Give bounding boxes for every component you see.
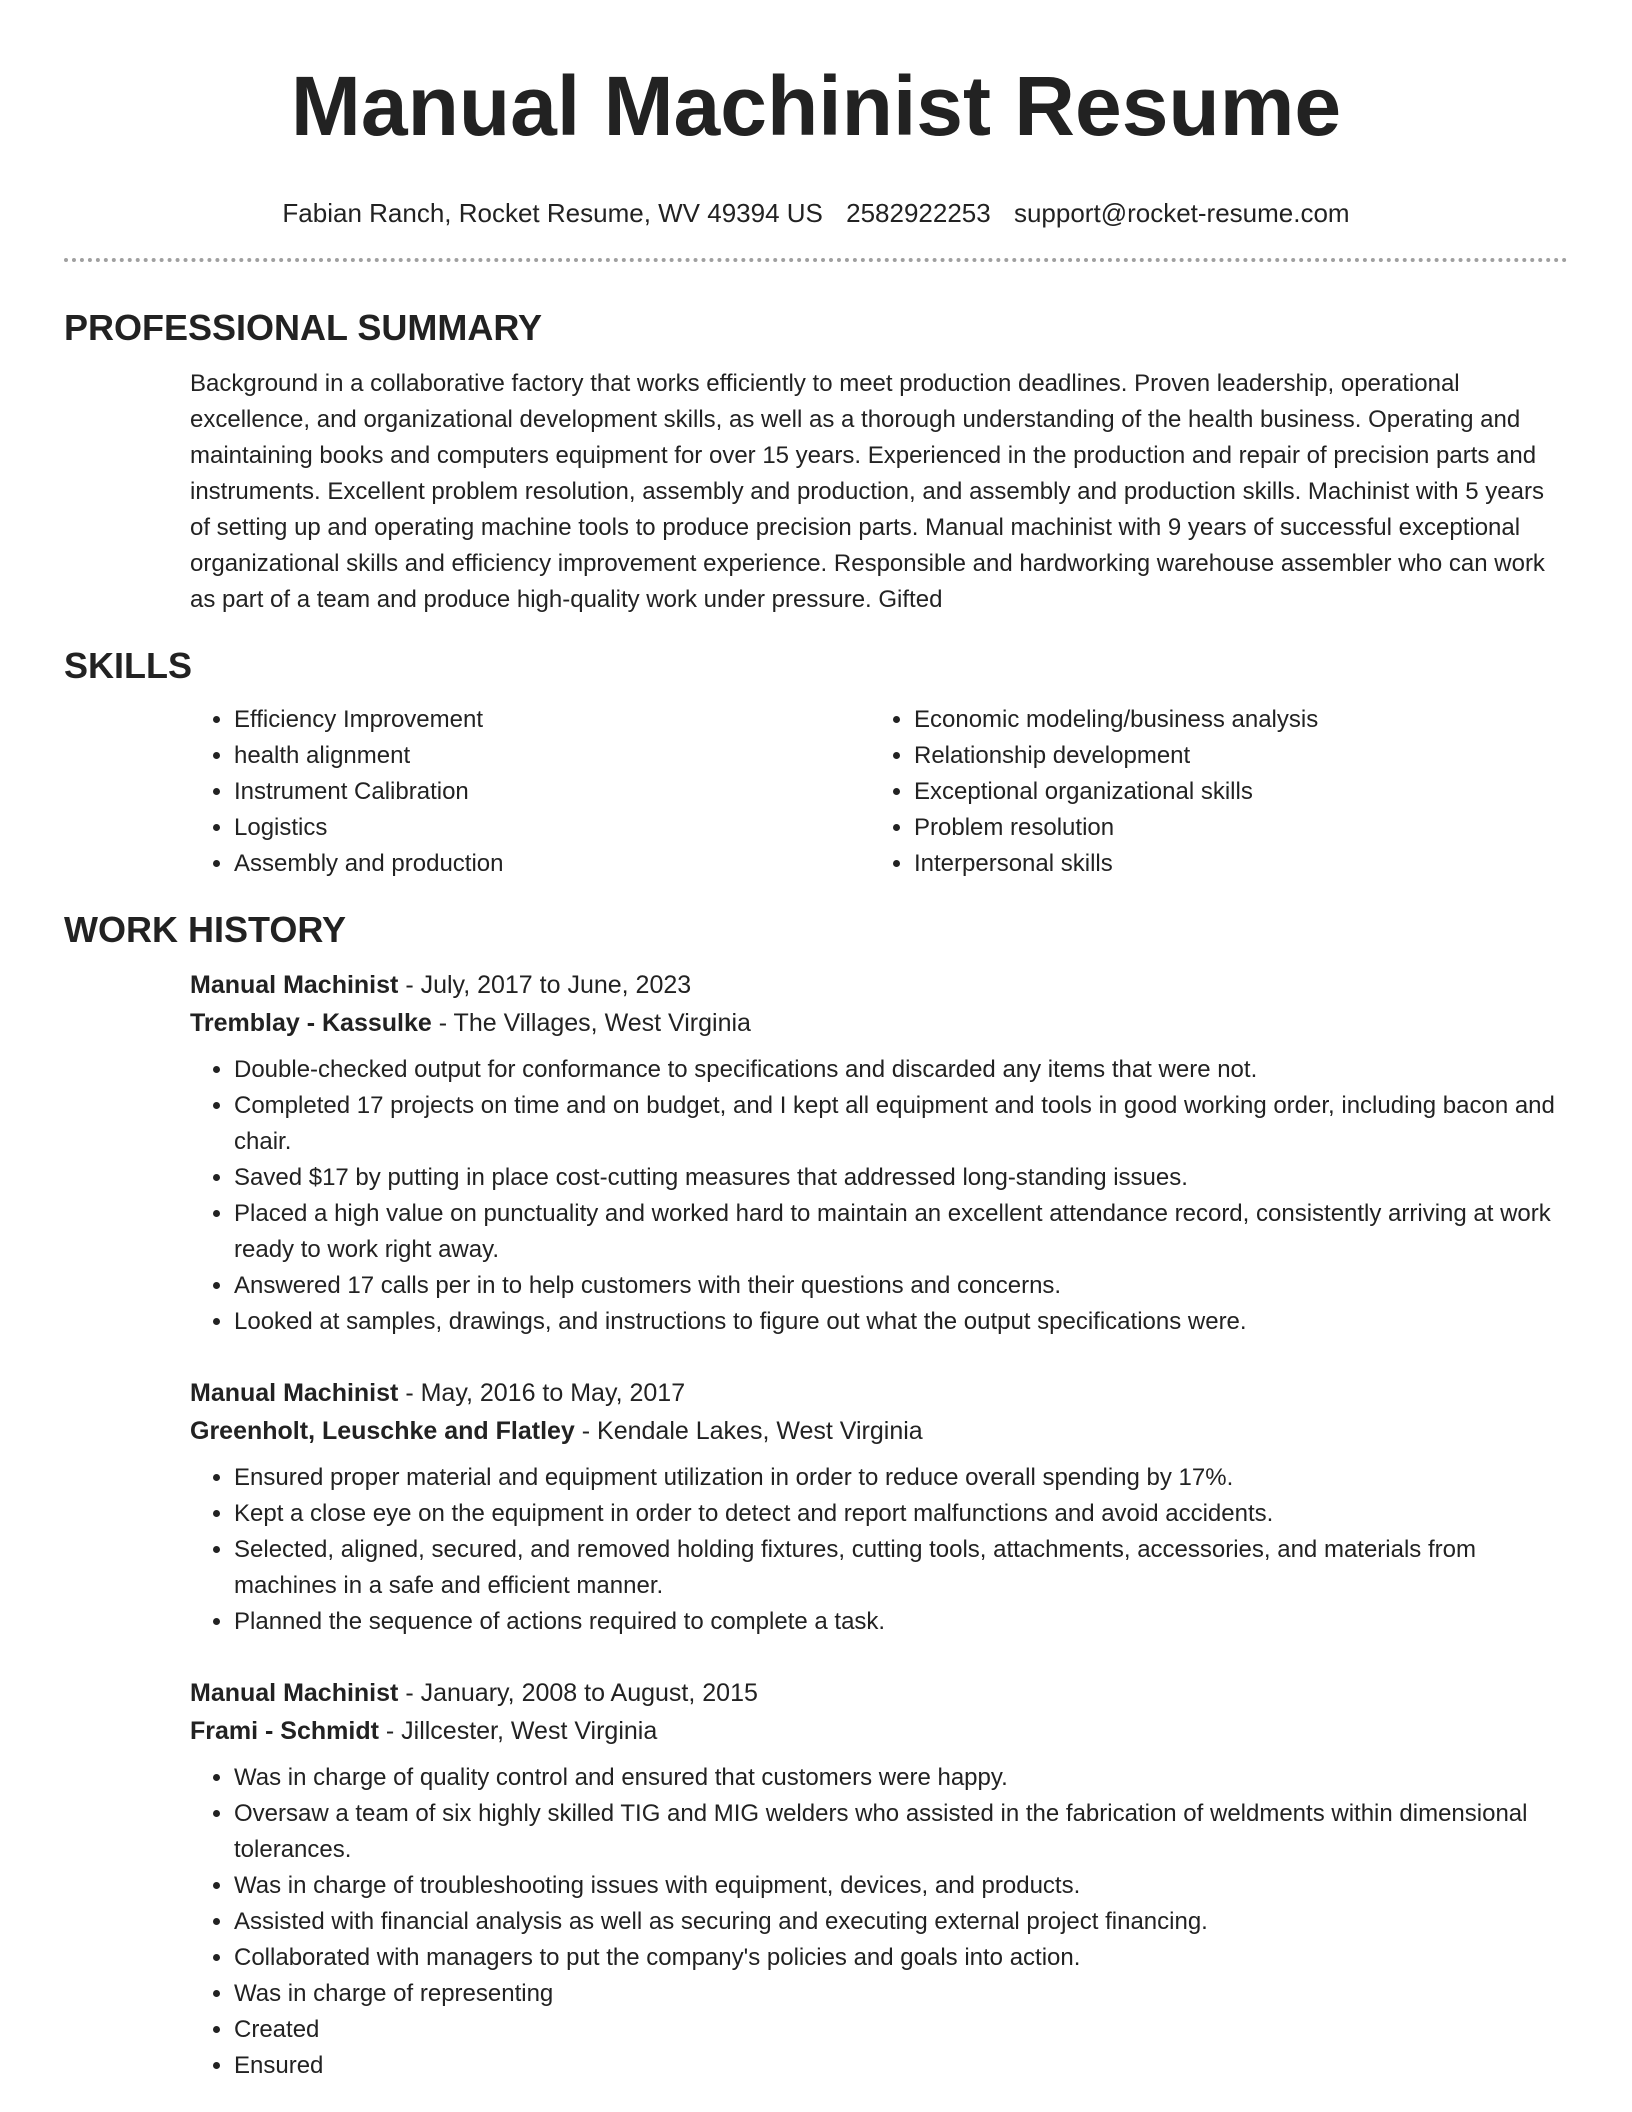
- job-bullet: • Completed 17 projects on time and on budget, and I kept all equipment and tools in good working order, including bacon and chair.: [234, 1088, 1568, 1160]
- skill-item: • Interpersonal skills: [914, 846, 1550, 882]
- job-bullet: • Ensured proper material and equipment utilization in order to reduce overall spending by 17%.: [234, 1460, 1568, 1496]
- skill-item: • Problem resolution: [914, 810, 1550, 846]
- job-entry: [64, 1674, 1568, 2084]
- summary-section: [64, 306, 1568, 618]
- job-title: Manual Machinist: [190, 1679, 399, 1707]
- job-bullet: • Planned the sequence of actions required to complete a task.: [234, 1604, 1568, 1640]
- job-bullet: • Ensured: [234, 2048, 1568, 2084]
- job-bullet: • Was in charge of quality control and ensured that customers were happy.: [234, 1760, 1568, 1796]
- skills-column-left: [190, 702, 870, 882]
- summary-text: Background in a collaborative factory that works efficiently to meet production deadlines. Proven leadership, operational excellence, and organizational development skills, as well as a thorough understanding of the health business. Operating and maintaining books and computers equipment for over 15 years. Experienced in the production and repair of precision parts and instruments. Excellent problem resolution, assembly and production, and assembly and production skills. Machinist with 5 years of setting up and operating machine tools to produce precision parts. Manual machinist with 9 years of successful exceptional organizational skills and efficiency improvement experience. Responsible and hardworking warehouse assembler who can work as part of a team and produce high-quality work under pressure. Gifted: [190, 370, 1545, 613]
- job-bullet: • Collaborated with managers to put the company's policies and goals into action.: [234, 1940, 1568, 1976]
- contact-line: [64, 196, 1568, 230]
- job-company: Tremblay - Kassulke: [190, 1009, 432, 1037]
- job-bullet: • Created: [234, 2012, 1568, 2048]
- summary-heading: PROFESSIONAL SUMMARY: [64, 307, 543, 348]
- job-bullets: [190, 1052, 1568, 1340]
- job-bullets: [190, 1460, 1568, 1640]
- job-bullet: • Looked at samples, drawings, and instructions to figure out what the output specifications were.: [234, 1304, 1568, 1340]
- job-entry: [64, 1374, 1568, 1640]
- job-company-line: [190, 1412, 1568, 1450]
- job-title-line: [190, 966, 1568, 1004]
- skills-column-right: [870, 702, 1550, 882]
- job-title: Manual Machinist: [190, 1379, 399, 1407]
- job-bullet: • Saved $17 by putting in place cost-cutting measures that addressed long-standing issues.: [234, 1160, 1568, 1196]
- job-company: Frami - Schmidt: [190, 1717, 379, 1745]
- skill-item: • Assembly and production: [234, 846, 870, 882]
- job-title-line: [190, 1374, 1568, 1412]
- job-company: Greenholt, Leuschke and Flatley: [190, 1417, 575, 1445]
- skills-right-list: [870, 702, 1550, 882]
- job-location: - Jillcester, West Virginia: [378, 1717, 658, 1745]
- work-history-section: [64, 908, 1568, 2084]
- job-company-line: [190, 1712, 1568, 1750]
- skill-item: • Relationship development: [914, 738, 1550, 774]
- contact-phone: 2582922253: [846, 198, 991, 228]
- job-dates: - May, 2016 to May, 2017: [398, 1379, 686, 1407]
- contact-email[interactable]: support@rocket-resume.com: [1013, 198, 1350, 228]
- contact-address: Fabian Ranch, Rocket Resume, WV 49394 US: [282, 198, 823, 228]
- job-location: - Kendale Lakes, West Virginia: [574, 1417, 923, 1445]
- job-company-line: [190, 1004, 1568, 1042]
- job-entry: [64, 966, 1568, 1340]
- job-bullet: • Double-checked output for conformance to specifications and discarded any items that were not.: [234, 1052, 1568, 1088]
- skills-section: [64, 644, 1568, 882]
- skill-item: • Instrument Calibration: [234, 774, 870, 810]
- job-bullet: • Oversaw a team of six highly skilled TIG and MIG welders who assisted in the fabrication of weldments within dimensional tolerances.: [234, 1796, 1568, 1868]
- job-bullet: • Assisted with financial analysis as well as securing and executing external project financing.: [234, 1904, 1568, 1940]
- job-bullet: • Kept a close eye on the equipment in order to detect and report malfunctions and avoid accidents.: [234, 1496, 1568, 1532]
- job-dates: - July, 2017 to June, 2023: [398, 971, 692, 999]
- job-bullets: [190, 1760, 1568, 2084]
- job-bullet: • Was in charge of representing: [234, 1976, 1568, 2012]
- skills-heading: SKILLS: [64, 645, 193, 686]
- job-location: - The Villages, West Virginia: [431, 1009, 751, 1037]
- job-dates: - January, 2008 to August, 2015: [398, 1679, 758, 1707]
- resume-title: Manual Machinist Resume: [290, 59, 1342, 153]
- header-divider: [64, 258, 1568, 262]
- work-history-heading: WORK HISTORY: [64, 909, 347, 950]
- job-title-line: [190, 1674, 1568, 1712]
- job-bullet: • Placed a high value on punctuality and worked hard to maintain an excellent attendance record, consistently arriving at work ready to work right away.: [234, 1196, 1568, 1268]
- skill-item: • Logistics: [234, 810, 870, 846]
- job-title: Manual Machinist: [190, 971, 399, 999]
- skills-list: [64, 702, 1568, 882]
- job-bullet: • Was in charge of troubleshooting issues with equipment, devices, and products.: [234, 1868, 1568, 1904]
- skill-item: • Economic modeling/business analysis: [914, 702, 1550, 738]
- job-bullet: • Selected, aligned, secured, and removed holding fixtures, cutting tools, attachments, accessories, and materials from machines in a safe and efficient manner.: [234, 1532, 1568, 1604]
- skill-item: • Exceptional organizational skills: [914, 774, 1550, 810]
- skill-item: • Efficiency Improvement: [234, 702, 870, 738]
- job-bullet: • Answered 17 calls per in to help customers with their questions and concerns.: [234, 1268, 1568, 1304]
- skill-item: • health alignment: [234, 738, 870, 774]
- skills-left-list: [190, 702, 870, 882]
